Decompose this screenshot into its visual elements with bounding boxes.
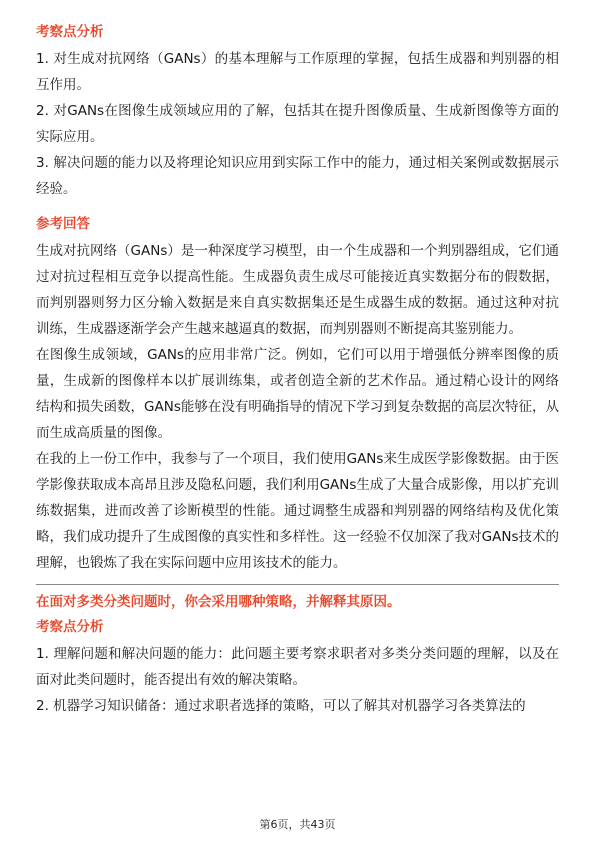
analysis-item: 2. 机器学习知识储备：通过求职者选择的策略，可以了解其对机器学习各类算法的 <box>36 698 526 714</box>
interview-question: 在面对多类分类问题时，你会采用哪种策略，并解释其原因。 <box>36 594 401 610</box>
analysis-item: 1. 理解问题和解决问题的能力：此问题主要考察求职者对多类分类问题的理解，以及在面对此类问题时，能否提出有效的解决策略。 <box>36 646 559 688</box>
section-divider <box>36 584 559 585</box>
analysis-item: 3. 解决问题的能力以及将理论知识应用到实际工作中的能力，通过相关案例或数据展示经验。 <box>36 155 559 197</box>
analysis-item: 2. 对GANs在图像生成领域应用的了解，包括其在提升图像质量、生成新图像等方面的实际应用。 <box>36 103 559 145</box>
section-heading-analysis-2: 考察点分析 <box>36 619 104 635</box>
section-heading-analysis: 考察点分析 <box>36 24 104 40</box>
section-heading-reference-answer: 参考回答 <box>36 216 90 232</box>
document-page <box>36 22 559 719</box>
answer-paragraph: 在我的上一份工作中，我参与了一个项目，我们使用GANs来生成医学影像数据。由于医学影像获取成本高昂且涉及隐私问题，我们利用GANs生成了大量合成影像，用以扩充训练数据集，进而改善了诊断模型的性能。通过调整生成器和判别器的网络结构及优化策略，我们成功提升了生成图像的真实性和多样性。这一经验不仅加深了我对GANs技术的理解，也锻炼了我在实际问题中应用该技术的能力。 <box>36 451 559 571</box>
analysis-item: 1. 对生成对抗网络（GANs）的基本理解与工作原理的掌握，包括生成器和判别器的相互作用。 <box>36 51 559 93</box>
answer-paragraph: 在图像生成领域，GANs的应用非常广泛。例如，它们可以用于增强低分辨率图像的质量，生成新的图像样本以扩展训练集，或者创造全新的艺术作品。通过精心设计的网络结构和损失函数，GANs能够在没有明确指导的情况下学习到复杂数据的高层次特征，从而生成高质量的图像。 <box>36 347 559 441</box>
answer-paragraph: 生成对抗网络（GANs）是一种深度学习模型，由一个生成器和一个判别器组成，它们通过对抗过程相互竞争以提高性能。生成器负责生成尽可能接近真实数据分布的假数据，而判别器则努力区分输入数据是来自真实数据集还是生成器生成的数据。通过这种对抗训练，生成器逐渐学会产生越来越逼真的数据，而判别器则不断提高其鉴别能力。 <box>36 243 559 337</box>
page-number: 第6页，共43页 <box>259 818 336 831</box>
